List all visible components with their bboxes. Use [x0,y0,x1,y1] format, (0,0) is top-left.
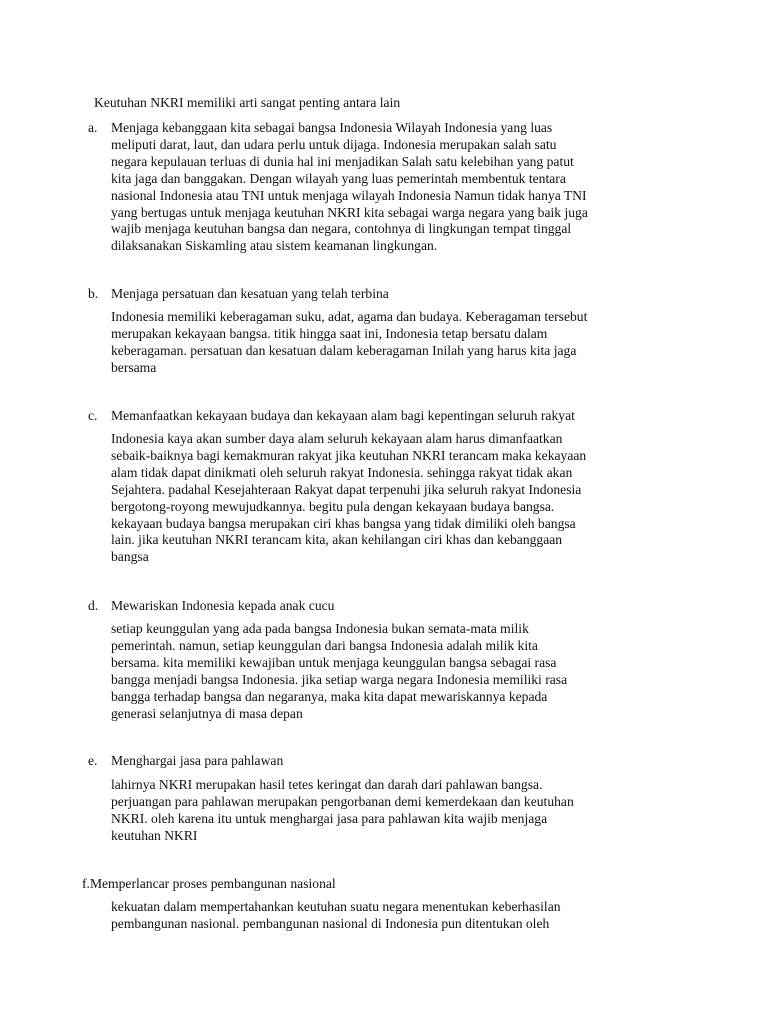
paragraph-line: wajib menjaga keutuhan bangsa dan negara, contohnya di lingkungan tempat tinggal [111,221,572,237]
paragraph-line: bangga menjadi bangsa Indonesia. jika setiap warga negara Indonesia memiliki rasa [111,671,568,687]
intro-text: Keutuhan NKRI memiliki arti sangat penting antara lain [94,95,401,110]
item-heading: Menghargai jasa para pahlawan [111,753,284,768]
item-heading: Menjaga persatuan dan kesatuan yang telah terbina [111,286,389,301]
item-marker: c. [88,408,98,423]
paragraph-line: Indonesia kaya akan sumber daya alam seluruh kekayaan alam harus dimanfaatkan [111,431,563,446]
item-paragraph [111,777,671,845]
item-marker: e. [88,753,98,768]
item-marker: a. [88,120,98,135]
paragraph-line: negara kepulauan terluas di dunia hal ini menjadikan Salah satu kelebihan yang patut [111,153,574,169]
paragraph-line: keberagaman. persatuan dan kesatuan dalam keberagaman Inilah yang harus kita jaga [111,342,577,358]
item-heading: Mewariskan Indonesia kepada anak cucu [111,598,335,613]
paragraph-line: bangga terhadap bangsa dan negaranya, maka kita dapat mewariskannya kepada [111,688,548,704]
paragraph-line: NKRI. oleh karena itu untuk menghargai jasa para pahlawan kita wajib menjaga [111,810,548,826]
item-heading: Memperlancar proses pembangunan nasional [89,876,336,891]
paragraph-line: bergotong-royong mewujudkannya. begitu pula dengan kekayaan budaya bangsa. [111,498,555,514]
paragraph-line: bersama. kita memiliki kewajiban untuk menjaga keunggulan bangsa sebagai rasa [111,654,557,670]
item-paragraph [111,120,671,255]
item-paragraph [111,621,671,722]
paragraph-line: setiap keunggulan yang ada pada bangsa Indonesia bukan semata-mata milik [111,621,529,636]
item-heading-line [82,875,336,892]
paragraph-line: bersama [111,359,157,375]
paragraph-line: kekayaan budaya bangsa merupakan ciri khas bangsa yang tidak dimiliki oleh bangsa [111,515,576,531]
item-marker: f. [82,876,90,891]
paragraph-line: pemerintah. namun, setiap keunggulan dari bangsa Indonesia adalah milik kita [111,637,538,653]
paragraph-line: sebaik-baiknya bagi kemakmuran rakyat jika keutuhan NKRI terancam maka kekayaan [111,447,587,463]
paragraph-line: Sejahtera. padahal Kesejahteraan Rakyat dapat terpenuhi jika seluruh rakyat Indonesia [111,481,582,497]
paragraph-line: meliputi darat, laut, dan udara perlu untuk dijaga. Indonesia merupakan salah satu [111,136,557,152]
paragraph-line: alam tidak dapat dinikmati oleh seluruh rakyat Indonesia. sehingga rakyat tidak akan [111,464,573,480]
item-paragraph [111,431,671,566]
item-paragraph [111,309,671,377]
paragraph-line: perjuangan para pahlawan merupakan pengorbanan demi kemerdekaan dan keutuhan [111,793,574,809]
item-marker: b. [88,286,99,301]
paragraph-line: kekuatan dalam mempertahankan keutuhan suatu negara menentukan keberhasilan [111,899,561,914]
item-heading: Memanfaatkan kekayaan budaya dan kekayaan alam bagi kepentingan seluruh rakyat [111,408,575,423]
paragraph-line: generasi selanjutnya di masa depan [111,705,303,721]
paragraph-line: kita jaga dan banggakan. Dengan wilayah yang luas pemerintah membentuk tentara [111,170,566,186]
paragraph-line: bangsa [111,549,149,565]
paragraph-line: Indonesia memiliki keberagaman suku, adat, agama dan budaya. Keberagaman tersebut [111,309,588,324]
item-marker: d. [88,598,99,613]
paragraph-line: Menjaga kebanggaan kita sebagai bangsa Indonesia Wilayah Indonesia yang luas [111,120,553,135]
paragraph-line: lahirnya NKRI merupakan hasil tetes keringat dan darah dari pahlawan bangsa. [111,777,543,792]
paragraph-line: lain. jika keutuhan NKRI terancam kita, akan kehilangan ciri khas dan kebanggaan [111,532,563,548]
paragraph-line: keutuhan NKRI [111,827,198,843]
paragraph-line: dilaksanakan Siskamling atau sistem keamanan lingkungan. [111,238,438,254]
paragraph-line: nasional Indonesia atau TNI untuk menjaga wilayah Indonesia Namun tidak hanya TNI [111,187,587,203]
item-paragraph [111,899,671,933]
paragraph-line: yang bertugas untuk menjaga keutuhan NKRI kita sebagai warga negara yang baik juga [111,204,588,220]
paragraph-line: merupakan kekayaan bangsa. titik hingga saat ini, Indonesia tetap bersatu dalam [111,325,548,341]
paragraph-line: pembangunan nasional. pembangunan nasional di Indonesia pun ditentukan oleh [111,915,550,931]
